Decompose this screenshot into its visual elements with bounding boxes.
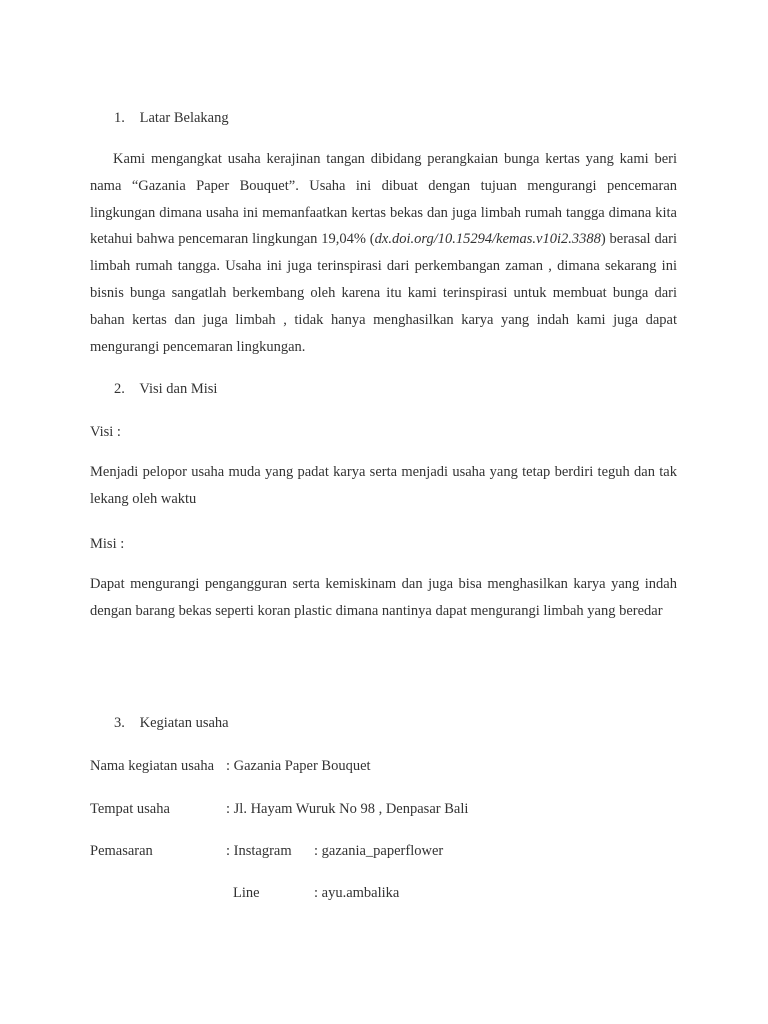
section-heading-latar-belakang [114, 108, 229, 128]
paragraph-text-part: ) berasal dari limbah rumah tangga. Usaha ini juga terinspirasi dari perkembangan zaman , dimana sekarang ini bisnis bunga sangatlah berkembang oleh karena itu kami terinspirasi untuk membuat bunga dari bahan kertas dan juga limbah , tidak hanya menghasilkan karya yang indah kami juga dapat mengurangi pencemaran lingkungan. [90, 231, 677, 355]
nama-kegiatan-value: : Gazania Paper Bouquet [226, 758, 371, 774]
line-value: : ayu.ambalika [314, 885, 400, 901]
line-label: Line [233, 885, 260, 901]
paragraph-text-part: Kami mengangkat usaha kerajinan tangan dibidang perangkaian bunga kertas yang kami beri nama “Gazania Paper Bouquet”. Usaha ini dibuat dengan tujuan mengurangi pencemaran lingkungan dimana usaha ini memanfaatkan kertas bekas dan juga limbah rumah tangga dimana kita ketahui bahwa pencemaran lingkungan 19,04% ( [90, 151, 677, 248]
misi-label: Misi : [90, 536, 125, 552]
section-number: 1. [114, 110, 125, 126]
doi-citation: dx.doi.org/10.15294/kemas.v10i2.3388 [374, 231, 601, 248]
section-heading-visi-misi [114, 379, 217, 399]
pemasaran-label: Pemasaran [90, 843, 153, 859]
tempat-usaha-value: : Jl. Hayam Wuruk No 98 , Denpasar Bali [226, 801, 469, 817]
nama-kegiatan-label: Nama kegiatan usaha [90, 758, 215, 774]
tempat-usaha-label: Tempat usaha [90, 801, 170, 817]
section-title: Visi dan Misi [139, 381, 218, 397]
section-number: 3. [114, 715, 125, 731]
latar-belakang-paragraph [90, 146, 677, 360]
section-title: Kegiatan usaha [139, 715, 229, 731]
instagram-label: : Instagram [226, 843, 292, 859]
visi-text: Menjadi pelopor usaha muda yang padat karya serta menjadi usaha yang tetap berdiri teguh dan tak lekang oleh waktu [90, 464, 677, 507]
section-number: 2. [114, 381, 125, 397]
misi-text: Dapat mengurangi pengangguran serta kemiskinam dan juga bisa menghasilkan karya yang indah dengan barang bekas seperti koran plastic dimana nantinya dapat mengurangi limbah yang beredar [90, 576, 677, 619]
visi-label: Visi : [90, 424, 121, 440]
section-heading-kegiatan-usaha [114, 713, 229, 733]
instagram-value: : gazania_paperflower [314, 843, 444, 859]
section-title: Latar Belakang [139, 110, 229, 126]
